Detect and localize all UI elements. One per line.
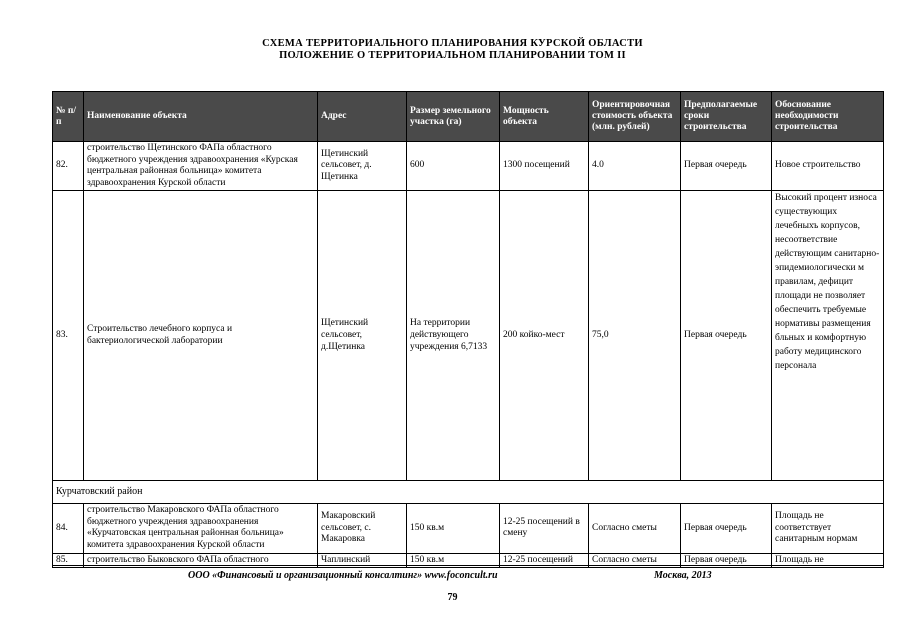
cell-area: 150 кв.м [407,553,500,568]
cell-area: 600 [407,142,500,191]
table-row [53,504,884,553]
cell-capacity: 12-25 посещений в смену [500,504,589,553]
col-header-reason: Обоснование необходимости строительства [772,92,884,142]
footer-divider [52,565,883,566]
cell-num: 82. [53,142,84,191]
cell-name: строительство Быковского ФАПа областного [84,553,318,568]
cell-cost: 4.0 [589,142,681,191]
cell-reason: Площадь не соответствует санитарным нормам [772,504,884,553]
cell-capacity: 1300 посещений [500,142,589,191]
cell-reason: Площадь не [772,553,884,568]
cell-address: Щетинский сельсовет, д. Щетинка [318,142,407,191]
col-header-capacity: Мощность объекта [500,92,589,142]
cell-term: Первая очередь [681,553,772,568]
footer-organization: ООО «Финансовый и организационный консалтинг» www.foconcult.ru [188,570,498,581]
objects-table [52,91,884,568]
col-header-name: Наименование объекта [84,92,318,142]
cell-reason: Высокий процент износа существующих лечебныхъ корпусов, несоответствие действующим санитарно-эпидемиологически м правилам, дефицит площади не позволяет обеспечить требуемые нормативы размещения бльных и комфортную работу медицинского персонала [772,191,884,481]
document-title: СХЕМА ТЕРРИТОРИАЛЬНОГО ПЛАНИРОВАНИЯ КУРСКОЙ ОБЛАСТИ [262,38,643,49]
cell-address: Щетинский сельсовет, д.Щетинка [318,191,407,481]
col-header-term: Предполагаемые сроки строительства [681,92,772,142]
document-subtitle: ПОЛОЖЕНИЕ О ТЕРРИТОРИАЛЬНОМ ПЛАНИРОВАНИИ ТОМ II [279,50,626,61]
cell-cost: 75,0 [589,191,681,481]
cell-cost: Согласно сметы [589,504,681,553]
table-row [53,191,884,481]
cell-name: строительство Щетинского ФАПа областного бюджетного учреждения здравоохранения «Курская центральная районная больница» комитета здравоохранения Курской области [84,142,318,191]
cell-cost: Согласно сметы [589,553,681,568]
cell-name: строительство Макаровского ФАПа областного бюджетного учреждения здравоохранения «Курчатовская центральная районная больница» комитета здравоохранения Курской области [84,504,318,553]
section-row [53,481,884,504]
cell-area: На территории действующего учреждения 6,7133 [407,191,500,481]
col-header-address: Адрес [318,92,407,142]
cell-num: 84. [53,504,84,553]
cell-name: Строительство лечебного корпуса и бактериологической лаборатории [84,191,318,481]
cell-address: Чаплинский [318,553,407,568]
cell-num: 85. [53,553,84,568]
col-header-cost: Ориентировочная стоимость объекта (млн. рублей) [589,92,681,142]
cell-term: Первая очередь [681,191,772,481]
cell-term: Первая очередь [681,504,772,553]
cell-capacity: 200 койко-мест [500,191,589,481]
col-header-area: Размер земельного участка (га) [407,92,500,142]
cell-area: 150 кв.м [407,504,500,553]
footer-place-year: Москва, 2013 [654,570,712,581]
table-header-row [53,92,884,142]
cell-num: 83. [53,191,84,481]
cell-term: Первая очередь [681,142,772,191]
page-number: 79 [447,592,458,603]
col-header-num: № п/п [53,92,84,142]
cell-address: Макаровский сельсовет, с. Макаровка [318,504,407,553]
table-row [53,142,884,191]
section-title: Курчатовский район [53,481,884,504]
cell-capacity: 12-25 посещений [500,553,589,568]
cell-reason: Новое строительство [772,142,884,191]
